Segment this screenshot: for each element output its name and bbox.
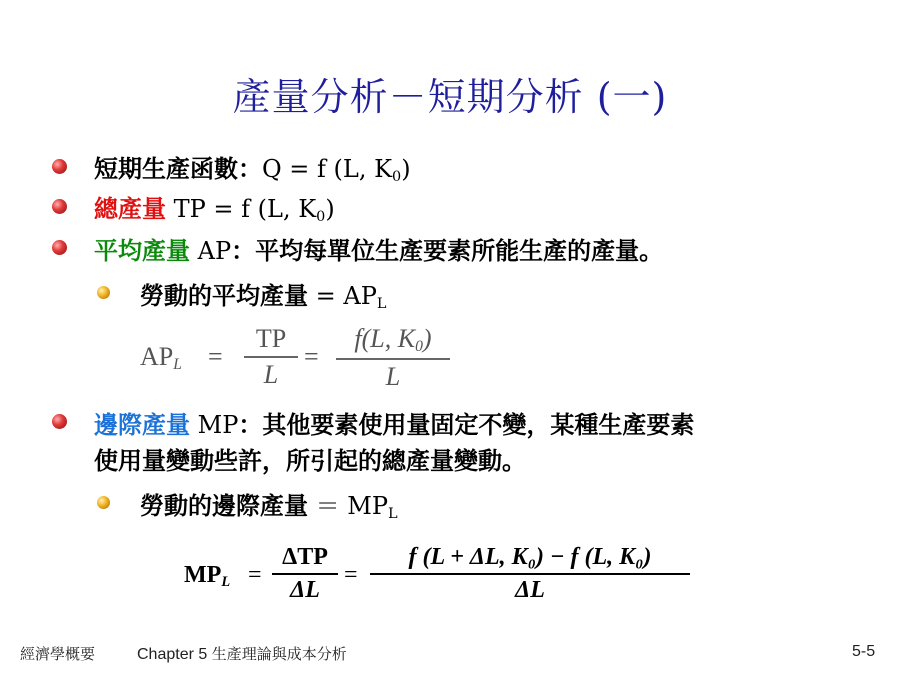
red-bullet-icon (52, 159, 67, 174)
orange-bullet-icon (97, 286, 110, 299)
fraction-dtp-over-dl: ΔTP ΔL (272, 544, 338, 604)
bullet-formula: TP = f (L, $K_0$) (173, 195, 335, 225)
bullet-abbr: AP (197, 237, 232, 265)
bullet-label: 平均產量 (94, 237, 190, 265)
sub-bullet-label: 勞動的邊際產量 (140, 492, 308, 520)
bullet-total-product (94, 194, 335, 232)
footer-book-title: 經濟學概要 (20, 645, 96, 663)
formula-mp (184, 540, 704, 620)
orange-bullet-icon (97, 496, 110, 509)
bullet-desc-line2: 使用量變動些許，所引起的總產量變動。 (94, 447, 526, 475)
bullet-formula: Q = f (L, $K_0$) (262, 155, 411, 185)
footer-page-number: 5-5 (852, 643, 876, 660)
bullet-label: 邊際產量 (94, 411, 190, 439)
sub-bullet-label: 勞動的平均產量 (140, 282, 308, 310)
bullet-marginal-product-line2 (94, 446, 526, 476)
bullet-desc: ：平均每單位生產要素所能生產的產量。 (231, 237, 664, 265)
equals-sign: = (208, 342, 223, 371)
bullet-marginal-product (94, 410, 694, 440)
red-bullet-icon (52, 199, 67, 214)
equals-sign: = (248, 562, 262, 588)
bullet-label: 總產量 (94, 195, 166, 223)
footer-chapter: Chapter 5 生產理論與成本分析 (137, 645, 347, 663)
formula-lhs: $MP_L$ (184, 562, 231, 590)
bullet-average-product (94, 236, 663, 266)
sub-bullet-labor-mp (140, 491, 398, 529)
sub-bullet-labor-ap (140, 281, 386, 319)
bullet-abbr: MP (197, 411, 239, 439)
sub-bullet-eq: ＝ $MP_L$ (315, 492, 398, 522)
bullet-desc-line1: ：其他要素使用量固定不變，某種生產要素 (238, 411, 695, 439)
equals-sign: = (344, 562, 358, 588)
formula-lhs: $AP_L$ (140, 342, 182, 373)
fraction-df-over-dl: f (L + ΔL, K₀) − f (L, K₀) ΔL (370, 544, 690, 604)
sub-bullet-eq: = $AP_L$ (315, 282, 387, 312)
formula-ap (140, 322, 460, 402)
slide-title: 產量分析－短期分析 (一) (232, 75, 668, 119)
equals-sign: = (304, 342, 319, 371)
fraction-tp-over-l: TP L (244, 324, 298, 390)
red-bullet-icon (52, 414, 67, 429)
fraction-f-over-l: f(L, $K_0$) L (336, 324, 450, 392)
red-bullet-icon (52, 240, 67, 255)
bullet-short-run-function (94, 154, 411, 192)
bullet-label: 短期生產函數： (94, 155, 262, 183)
